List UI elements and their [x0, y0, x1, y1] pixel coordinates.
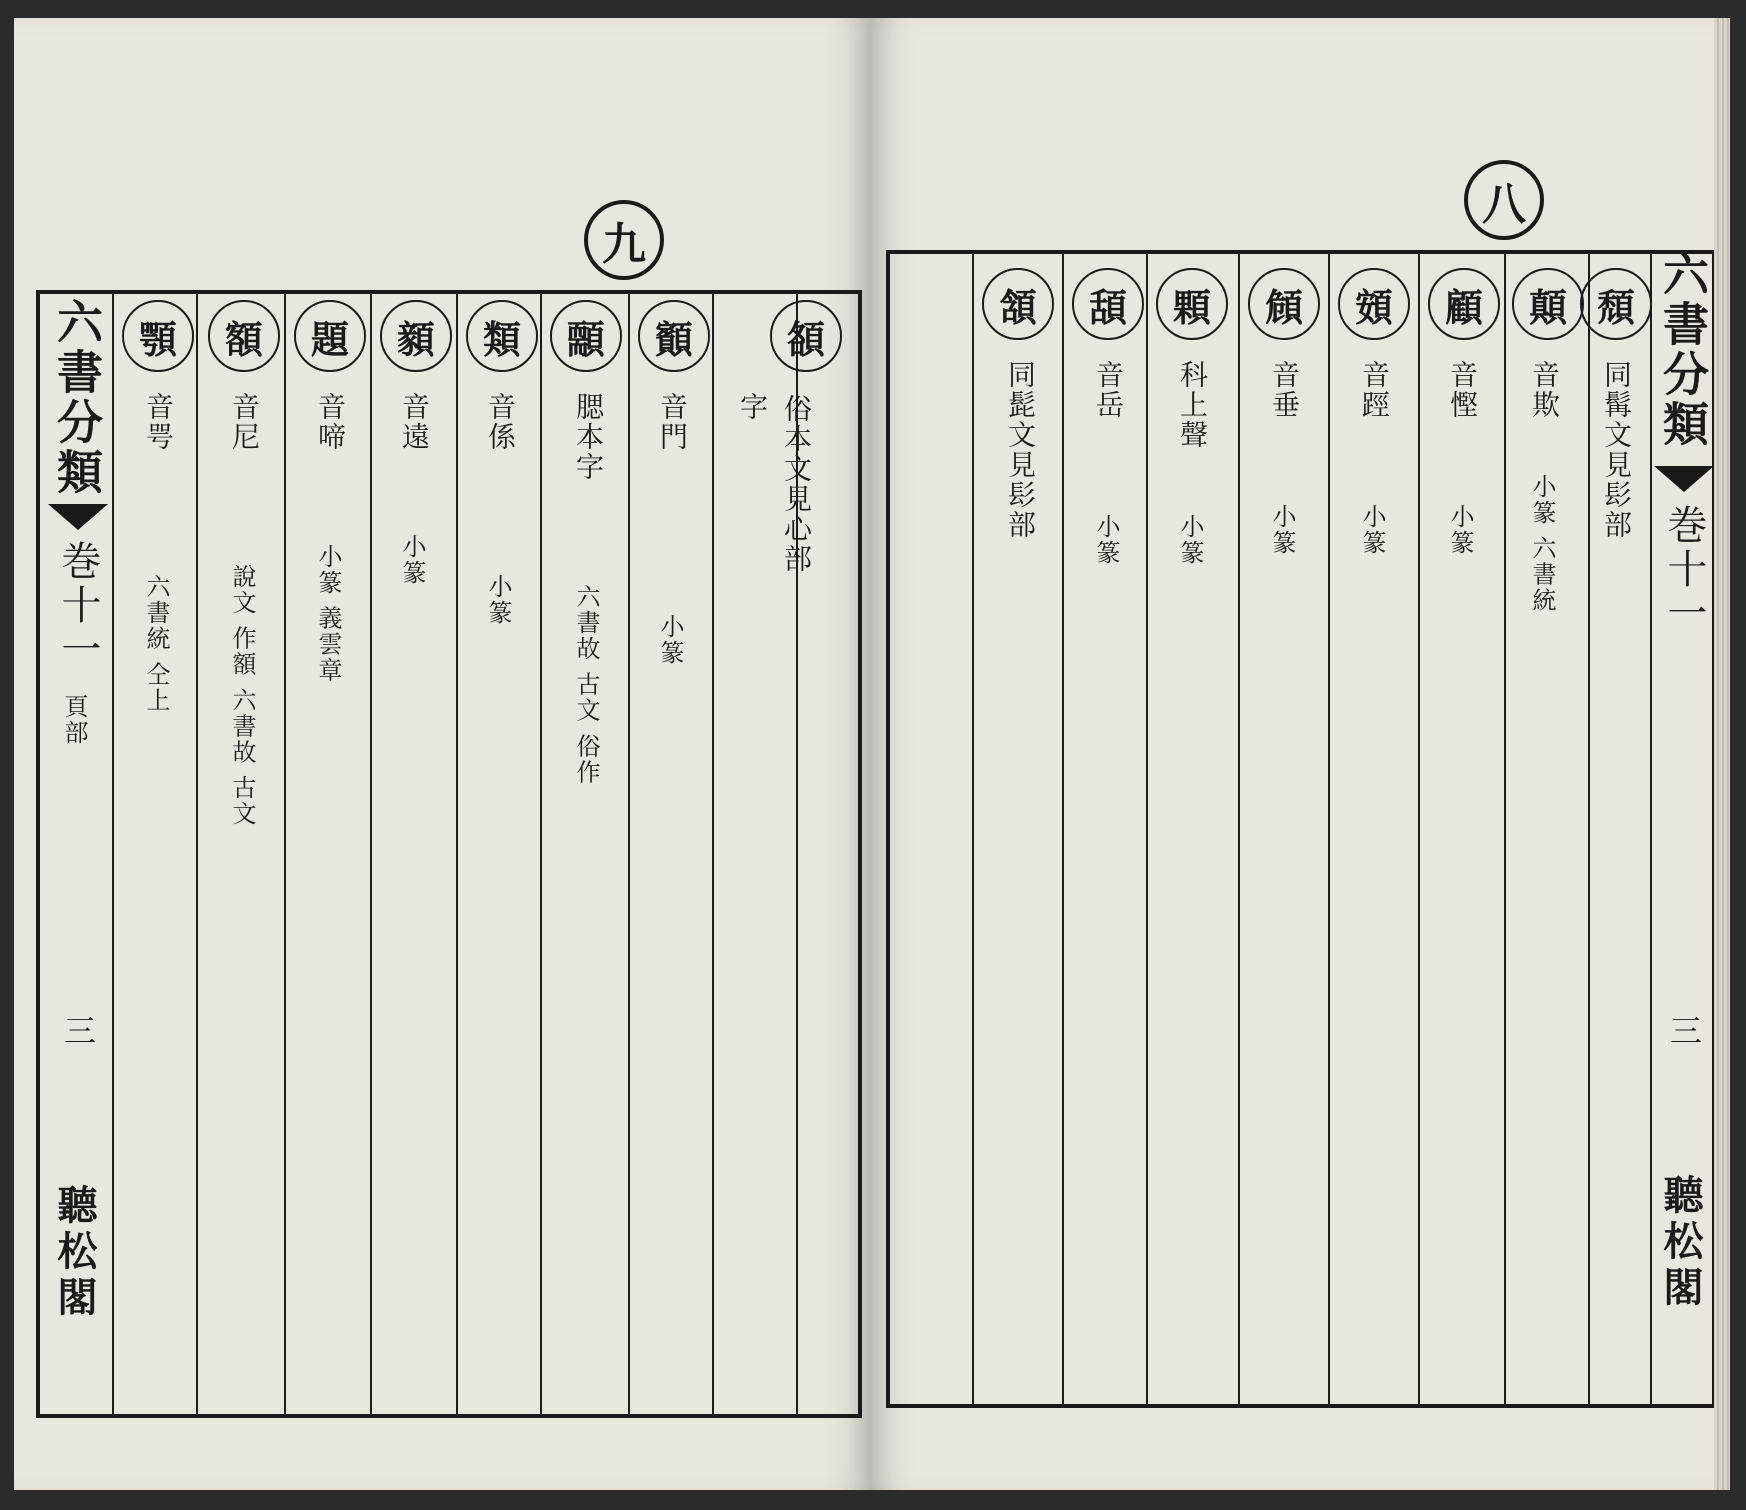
entry-gloss: 說文 作額 六書故 古文	[228, 564, 256, 827]
entry-gloss: 六書統 仝上	[142, 574, 170, 714]
left-text-frame	[36, 290, 862, 1418]
entry-gloss: 小篆 六書統	[1528, 474, 1556, 614]
entry-head-character: 類	[466, 300, 538, 372]
margin-publisher-right: 聽松閣	[1657, 1174, 1704, 1312]
entry-head-character: 䫱	[550, 300, 622, 372]
entry-head-character: 頠	[1248, 268, 1320, 340]
entry-reading: 音啼	[314, 392, 347, 452]
entry-head-character: 顡	[380, 300, 452, 372]
entry-reading: 俗本文見心部	[780, 394, 813, 574]
entry-head-character: 頞	[1338, 268, 1410, 340]
entry-reading: 音遠	[398, 392, 431, 452]
entry-reading: 腮本字	[572, 392, 605, 482]
page-number-badge-left: 九	[584, 200, 664, 280]
entry-reading: 音慳	[1446, 360, 1479, 420]
entry-reading: 音垂	[1268, 360, 1301, 420]
page-number-badge-right: 八	[1464, 160, 1544, 240]
entry-gloss: 六書故 古文 俗作	[572, 584, 600, 786]
entry-reading: 音岳	[1092, 360, 1125, 420]
entry-head-character: 額	[208, 300, 280, 372]
entry-reading: 科上聲	[1176, 360, 1209, 450]
entry-reading: 字	[736, 392, 769, 422]
entry-head-character: 題	[294, 300, 366, 372]
entry-gloss: 小篆	[398, 534, 426, 586]
right-text-frame	[886, 250, 1716, 1408]
entry-head-character: 頹	[1580, 268, 1652, 340]
entry-head-character: 頢	[1072, 268, 1144, 340]
entry-gloss: 小篆	[484, 574, 512, 626]
entry-gloss: 小篆	[1446, 504, 1474, 556]
margin-folio-left: 三	[59, 1014, 97, 1048]
margin-title-left: 六書分類	[50, 298, 104, 498]
entry-head-character: 頟	[770, 300, 842, 372]
entry-reading: 音門	[656, 392, 689, 452]
entry-head-character: 顆	[1156, 268, 1228, 340]
entry-gloss: 小篆	[1092, 514, 1120, 566]
entry-gloss: 小篆	[1176, 514, 1204, 566]
entry-reading: 音欺	[1528, 360, 1561, 420]
entry-reading: 音踁	[1358, 360, 1391, 420]
entry-reading: 音咢	[142, 392, 175, 452]
margin-section-left: 頁部	[60, 694, 88, 746]
page-edge-right	[1714, 18, 1730, 1490]
entry-gloss: 小篆 義雲章	[314, 544, 342, 684]
entry-head-character: 顮	[638, 300, 710, 372]
margin-title-right: 六書分類	[1656, 250, 1710, 450]
entry-head-character: 顧	[1428, 268, 1500, 340]
entry-reading: 音尼	[228, 392, 261, 452]
margin-publisher-left: 聽松閣	[51, 1184, 98, 1322]
margin-folio-right: 三	[1665, 1014, 1703, 1048]
entry-reading: 音係	[484, 392, 517, 452]
entry-gloss: 小篆	[1358, 504, 1386, 556]
entry-head-character: 顛	[1512, 268, 1584, 340]
fishtail-mark-left	[48, 504, 108, 530]
left-page	[14, 18, 870, 1490]
entry-reading: 同髯文見髟部	[1600, 360, 1633, 540]
right-page	[870, 18, 1728, 1490]
margin-juan-left: 巻十一	[55, 540, 101, 672]
margin-juan-right: 巻十一	[1661, 504, 1707, 636]
entry-head-character: 顎	[122, 300, 194, 372]
entry-head-character: 頷	[982, 268, 1054, 340]
fishtail-mark-right	[1654, 466, 1714, 492]
entry-gloss: 小篆	[656, 614, 684, 666]
entry-gloss: 小篆	[1268, 504, 1296, 556]
entry-reading: 同髭文見髟部	[1004, 360, 1037, 540]
